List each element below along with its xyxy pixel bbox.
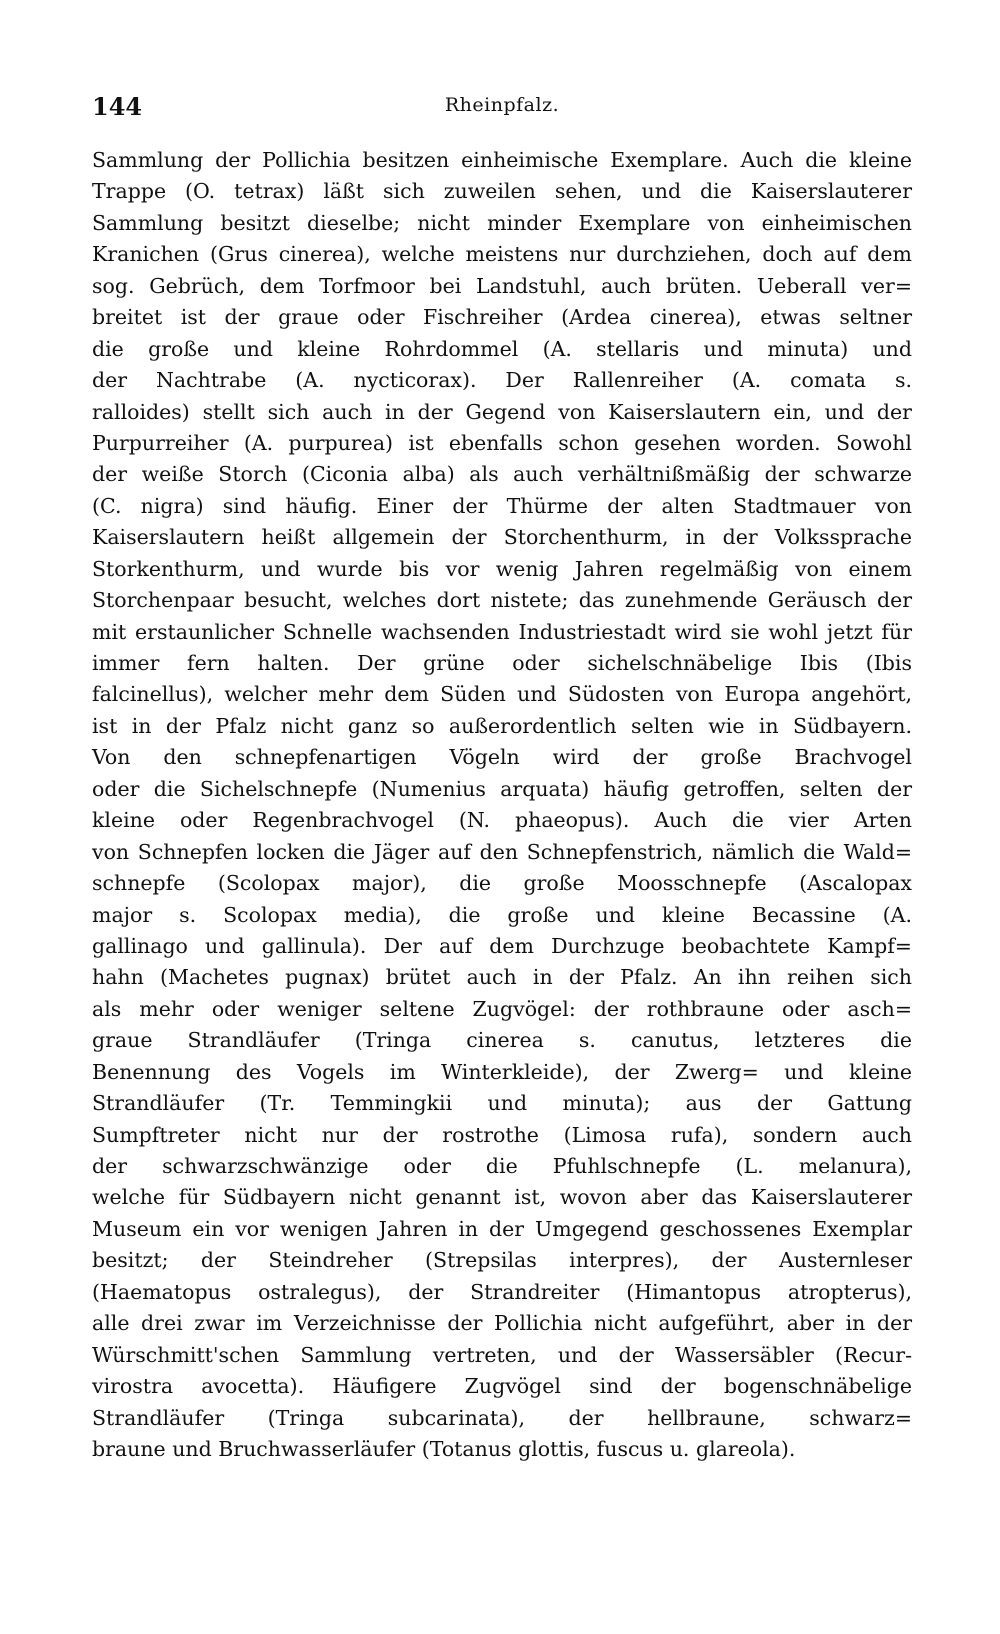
running-head: Rheinpfalz. [444, 94, 560, 116]
text-line: Purpurreiher (A. purpurea) ist ebenfalls schon gesehen worden. Sowohl [92, 430, 912, 455]
text-line: major s. Scolopax media), die große und kleine Becassine (A. [92, 902, 912, 927]
text-line: Kaiserslautern heißt allgemein der Storchenthurm, in der Volkssprache [92, 525, 912, 550]
text-line: kleine oder Regenbrachvogel (N. phaeopus). Auch die vier Arten [92, 808, 912, 833]
text-line: Trappe (O. tetrax) läßt sich zuweilen sehen, und die Kaiserslauterer [92, 179, 912, 204]
text-line: der weiße Storch (Ciconia alba) als auch verhältnißmäßig der schwarze [92, 462, 912, 487]
text-line: Würschmitt'schen Sammlung vertreten, und der Wassersäbler (Recur- [92, 1342, 912, 1367]
text-line: Strandläufer (Tr. Temmingkii und minuta); aus der Gattung [92, 1091, 912, 1116]
text-line: sog. Gebrüch, dem Torfmoor bei Landstuhl, auch brüten. Ueberall ver= [92, 273, 912, 298]
text-line: welche für Südbayern nicht genannt ist, wovon aber das Kaiserslauterer [92, 1185, 912, 1210]
text-line: ralloides) stellt sich auch in der Gegend von Kaiserslautern ein, und der [92, 399, 912, 424]
text-line: die große und kleine Rohrdommel (A. stellaris und minuta) und [92, 336, 912, 361]
text-line: falcinellus), welcher mehr dem Süden und Südosten von Europa angehört, [92, 682, 912, 707]
text-line: oder die Sichelschnepfe (Numenius arquata) häufig getroffen, selten der [92, 776, 912, 801]
text-line: alle drei zwar im Verzeichnisse der Pollichia nicht aufgeführt, aber in der [92, 1311, 912, 1336]
text-line: Storchenpaar besucht, welches dort nistete; das zunehmende Geräusch der [92, 588, 912, 613]
text-line: (C. nigra) sind häufig. Einer der Thürme der alten Stadtmauer von [92, 493, 912, 518]
text-line: virostra avocetta). Häufigere Zugvögel sind der bogenschnäbelige [92, 1374, 912, 1399]
text-line: gallinago und gallinula). Der auf dem Durchzuge beobachtete Kampf= [92, 933, 912, 958]
text-line: (Haematopus ostralegus), der Strandreiter (Himantopus atropterus), [92, 1279, 912, 1304]
text-line: Kranichen (Grus cinerea), welche meistens nur durchziehen, doch auf dem [92, 242, 912, 267]
page-header [92, 92, 912, 132]
text-line: Storkenthurm, und wurde bis vor wenig Jahren regelmäßig von einem [92, 556, 912, 581]
body-text [92, 145, 912, 1465]
text-line: schnepfe (Scolopax major), die große Moosschnepfe (Ascalopax [92, 871, 912, 896]
text-line: breitet ist der graue oder Fischreiher (Ardea cinerea), etwas seltner [92, 305, 912, 330]
text-line: Von den schnepfenartigen Vögeln wird der große Brachvogel [92, 745, 912, 770]
text-line: der schwarzschwänzige oder die Pfuhlschnepfe (L. melanura), [92, 1154, 912, 1178]
text-line: braune und Bruchwasserläufer (Totanus glottis, fuscus u. glareola). [92, 1436, 796, 1461]
text-line: der Nachtrabe (A. nycticorax). Der Rallenreiher (A. comata s. [92, 368, 912, 393]
page-number: 144 [92, 92, 143, 121]
text-line: Museum ein vor wenigen Jahren in der Umgegend geschossenes Exemplar [92, 1216, 912, 1241]
text-line: Sammlung der Pollichia besitzen einheimische Exemplare. Auch die kleine [92, 148, 912, 172]
text-line: hahn (Machetes pugnax) brütet auch in der Pfalz. An ihn reihen sich [92, 965, 912, 990]
text-line: immer fern halten. Der grüne oder sichelschnäbelige Ibis (Ibis [92, 651, 912, 675]
text-line: besitzt; der Steindreher (Strepsilas interpres), der Austernleser [92, 1248, 912, 1273]
text-line: Benennung des Vogels im Winterkleide), der Zwerg= und kleine [92, 1059, 912, 1084]
text-line: ist in der Pfalz nicht ganz so außerordentlich selten wie in Südbayern. [92, 713, 912, 738]
text-line: Sumpftreter nicht nur der rostrothe (Limosa rufa), sondern auch [92, 1122, 912, 1147]
text-line: Sammlung besitzt dieselbe; nicht minder Exemplare von einheimischen [92, 210, 912, 235]
text-line: graue Strandläufer (Tringa cinerea s. canutus, letzteres die [92, 1028, 912, 1053]
text-line: Strandläufer (Tringa subcarinata), der hellbraune, schwarz= [92, 1405, 912, 1430]
text-line: als mehr oder weniger seltene Zugvögel: der rothbraune oder asch= [92, 996, 912, 1021]
text-line: mit erstaunlicher Schnelle wachsenden Industriestadt wird sie wohl jetzt für [92, 619, 912, 644]
text-line: von Schnepfen locken die Jäger auf den Schnepfenstrich, nämlich die Wald= [92, 839, 912, 864]
